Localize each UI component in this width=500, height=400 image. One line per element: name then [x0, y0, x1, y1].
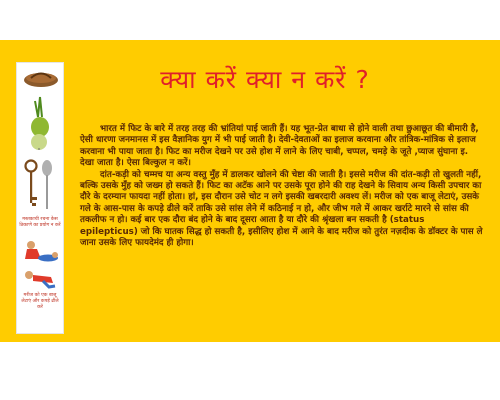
illustration-strip: [16, 62, 64, 334]
sidebar-caption-top: मस्तकाची रचना केस ठिकाणे का प्रयोग न करें: [19, 217, 61, 228]
key-icon: [24, 159, 38, 211]
sidebar-caption-bottom: मरीज को एक बाजू लेटाएं और कपड़े ढीले करें: [21, 293, 59, 310]
onion-icon: [27, 95, 53, 151]
first-aid-figure-icon: [21, 239, 59, 263]
paragraph-1: भारत में फिट के बारे में तरह तरह की भ्रांतियां पाई जाती हैं। यह भूत-प्रेत बाधा से होने वाली तथा छुआछूत की बीमारी है, ऐसी धारणा जनमानस में इस वैज्ञानिक युग में भी पाई जाती है। देवी-देवताओं का इलाज करवाना और तांत्रिक-मांत्रिक से इलाज करवाना भी पाया जाता है। फिट का मरीज देखने पर उसे होश में लाने के लिए चाबी, चप्पल, चमड़े के जूते ,प्याज सुंघाना इ. देखा जाता है। ऐसा बिल्कुल न करें।: [80, 124, 479, 169]
recovery-position-figure-icon: [21, 267, 59, 289]
body-text: [80, 124, 485, 249]
info-card: [0, 40, 500, 342]
sandal-icon: [23, 67, 59, 89]
spoon-icon: [40, 159, 54, 211]
paragraph-2: दांत-कड़ी को चम्मच या अन्य वस्तु मुँह में डालकर खोलने की चेष्टा की जाती है। इससे मरीज की दांत-कड़ी तो खुलती नहीं, बल्कि उसके मुँह को जख्म हो सकते हैं। फिट का अटॅक आने पर उसके पूरा होने की राह देखने के सिवाय अन्य किसी उपचार का दौरे के दरम्यान फायदा नहीं होता। हां, इस दौरान उसे चोट न लगे इसकी खबरदारी अवश्य लें। मरीज को एक बाजू लेटाएं, उसके गले के आस-पास के कपड़े ढीले करें ताकि उसे सांस लेने में कठिनाई न हो, और जीभ गले में आकर खर्राटे मारने से सांस की तकलीफ न हो। कई बार एक दौरा बंद होने के बाद दूसरा आता है या दौरे की श्रृंखला बन सकती है (status epilepticus) जो कि घातक सिद्ध हो सकती है, इसीलिए होश में आने के बाद मरीज को तुरंत नज़दीक के डॉक्टर के पास ले जाना उसके लिए फायदेमंद ही होगा।: [80, 169, 483, 249]
page-title: क्या करें क्या न करें ?: [160, 65, 370, 94]
